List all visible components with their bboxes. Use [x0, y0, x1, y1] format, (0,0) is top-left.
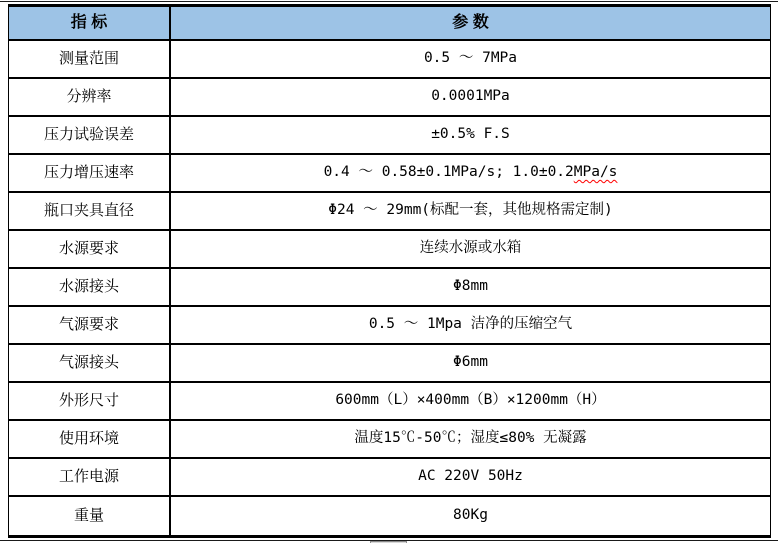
table-row-weight [9, 497, 770, 535]
page-top-rule [0, 1, 778, 2]
row-value-cell: 600mm（L）×400mm（B）×1200mm（H） [335, 392, 606, 409]
row-value-cell: 0.5 ～ 7MPa [423, 50, 518, 67]
row-label-cell: 瓶口夹具直径 [9, 193, 171, 229]
table-row-resolution [9, 79, 770, 117]
table-row-water-requirement [9, 231, 770, 269]
row-label-cell: 水源接头 [9, 269, 171, 305]
table-row-measure-range [9, 41, 770, 79]
row-value-cell: ±0.5% F.S [431, 126, 510, 143]
row-value-cell [171, 155, 770, 191]
table-row-air-connector [9, 345, 770, 383]
table-row-pressurize-rate [9, 155, 770, 193]
table-row-power-supply [9, 459, 770, 497]
spellcheck-squiggle-text: MPa/s [573, 164, 618, 181]
table-row-dimensions [9, 383, 770, 421]
row-label-cell: 重量 [9, 497, 171, 535]
row-value-cell: 温度15℃-50℃；湿度≤80% 无凝露 [354, 430, 587, 447]
row-value-cell: 0.0001MPa [431, 88, 510, 105]
row-label-cell: 分辨率 [9, 79, 171, 115]
header-cell-indicator: 指 标 [9, 7, 171, 39]
table-header-row [9, 7, 770, 41]
row-value-cell: Φ24 ～ 29mm(标配一套，其他规格需定制) [328, 202, 613, 219]
table-row-air-requirement [9, 307, 770, 345]
row-value-cell: Φ8mm [453, 278, 488, 295]
table-row-environment [9, 421, 770, 459]
row-label-cell: 气源接头 [9, 345, 171, 381]
row-value-cell: AC 220V 50Hz [418, 468, 523, 485]
row-value-cell: 0.5 ～ 1Mpa 洁净的压缩空气 [368, 316, 573, 333]
row-value-cell: Φ6mm [453, 354, 488, 371]
row-label-cell: 压力增压速率 [9, 155, 171, 191]
table-row-water-connector [9, 269, 770, 307]
table-row-test-error [9, 117, 770, 155]
row-value-cell: 80Kg [453, 507, 488, 524]
row-label-cell: 工作电源 [9, 459, 171, 495]
row-value-cell: 连续水源或水箱 [419, 240, 522, 257]
row-label-cell: 外形尺寸 [9, 383, 171, 419]
row-label-cell: 气源要求 [9, 307, 171, 343]
rate-value-text: 0.4 ～ 0.58±0.1MPa/s; 1.0±0.2 [323, 164, 574, 181]
row-label-cell: 水源要求 [9, 231, 171, 267]
spec-table [8, 4, 771, 538]
row-label-cell: 压力试验误差 [9, 117, 171, 153]
row-label-cell: 使用环境 [9, 421, 171, 457]
row-label-cell: 测量范围 [9, 41, 171, 77]
table-row-clamp-diameter [9, 193, 770, 231]
header-cell-parameter: 参 数 [452, 14, 489, 32]
